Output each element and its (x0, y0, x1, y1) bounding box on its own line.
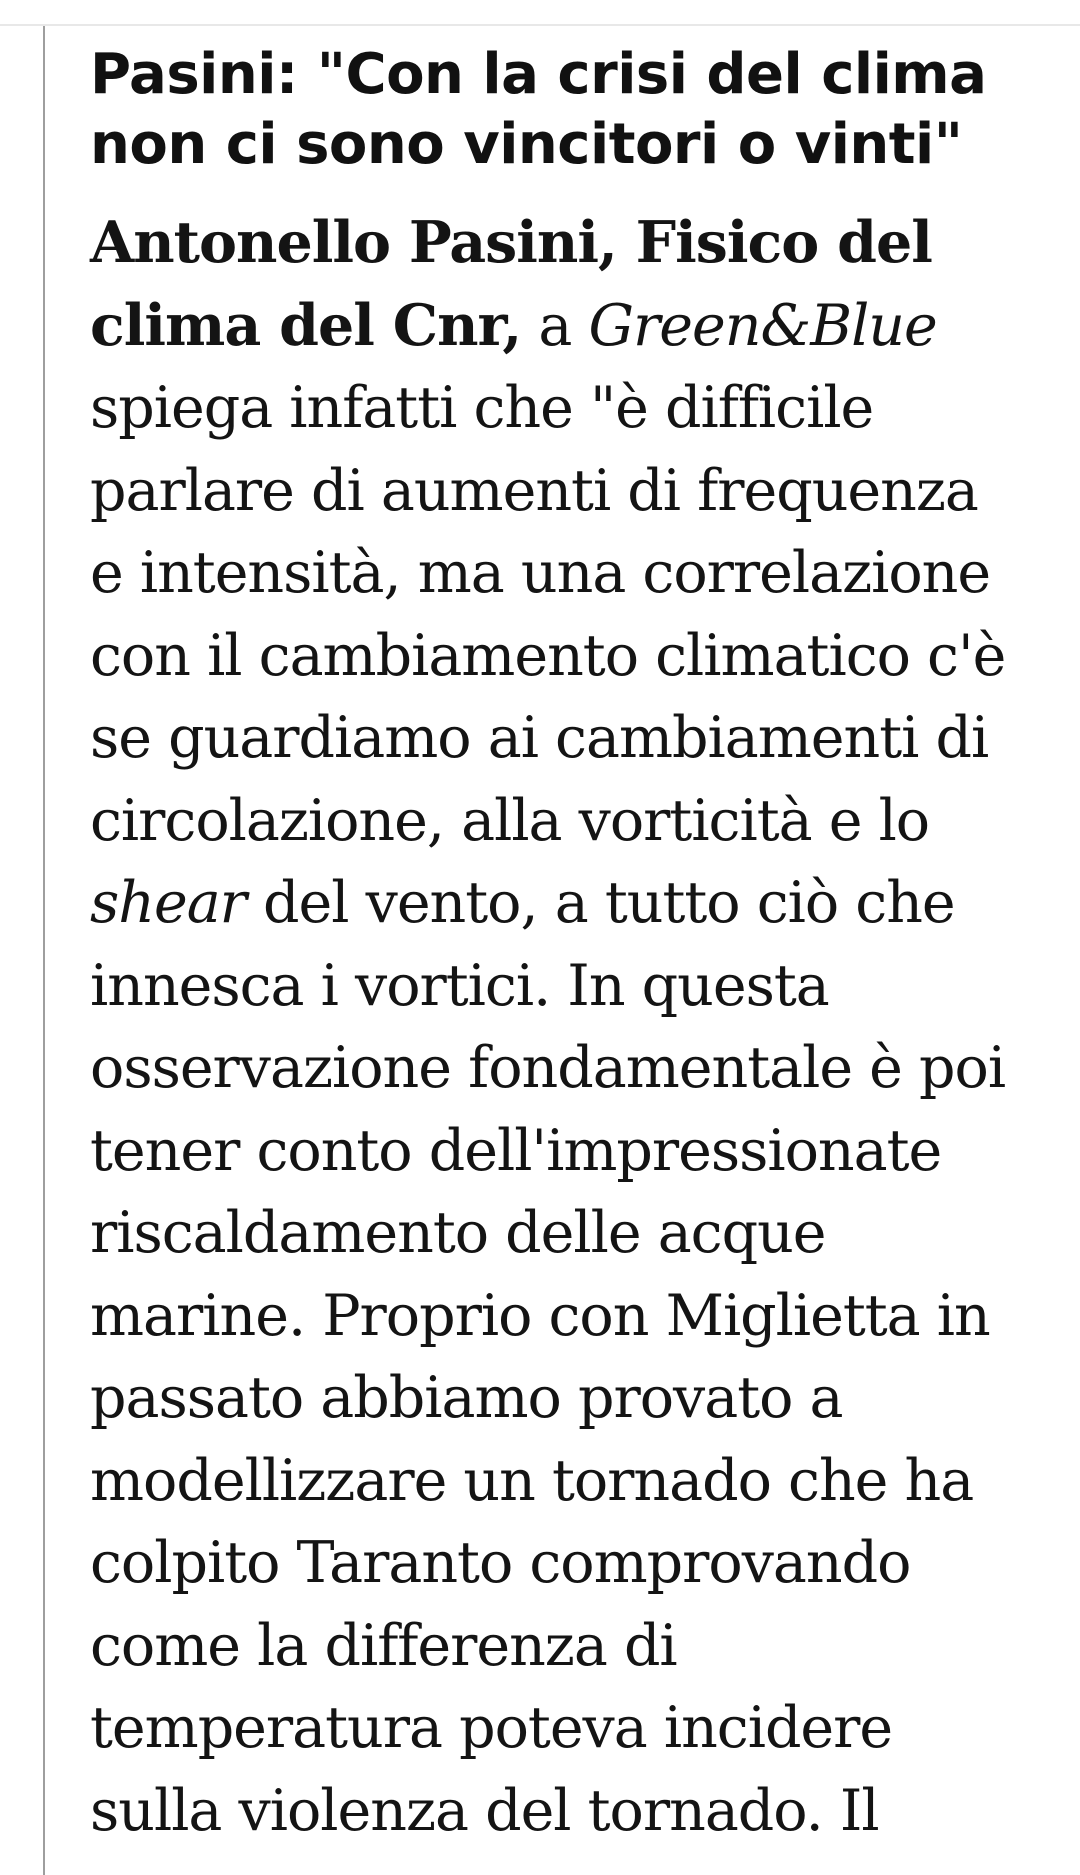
body-line-17: colpito Taranto comprovando (90, 1530, 911, 1596)
connector-text: a (521, 292, 589, 359)
article-body (90, 202, 1050, 1852)
publication-name: Green&Blue (588, 292, 937, 359)
body-line-3: spiega infatti che "è difficile (90, 375, 874, 441)
article-headline (90, 40, 1050, 180)
body-line-4: parlare di aumenti di frequenza (90, 457, 978, 524)
body-line-12: tener conto dell'impressionate (90, 1117, 942, 1184)
body-line-19: temperatura poteva incidere (90, 1695, 893, 1761)
body-line-1 (90, 202, 1050, 285)
body-line-15: passato abbiamo provato a (90, 1365, 843, 1431)
shear-term: shear (90, 870, 246, 936)
body-line-18: come la differenza di (90, 1612, 677, 1679)
headline-line-2: non ci sono vincitori o vinti" (90, 112, 963, 177)
article-content (90, 40, 1050, 1852)
quote-rule (43, 26, 45, 1875)
body-line-13: riscaldamento delle acque (90, 1200, 826, 1266)
speaker-affiliation: clima del Cnr, (90, 291, 522, 359)
shear-rest: del vento, a tutto ciò che (245, 870, 955, 936)
body-line-11: osservazione fondamentale è poi (90, 1035, 1006, 1101)
body-line-6: con il cambiamento climatico c'è (90, 622, 1006, 689)
body-line-5: e intensità, ma una correlazione (90, 540, 991, 606)
body-line-16: modellizzare un tornado che ha (90, 1447, 974, 1514)
body-line-20: sulla violenza del tornado. Il (90, 1777, 879, 1844)
body-line-9 (90, 862, 1050, 945)
body-line-10: innesca i vortici. In questa (90, 952, 829, 1019)
body-line-8: circolazione, alla vorticità e lo (90, 787, 930, 854)
body-line-14: marine. Proprio con Miglietta in (90, 1282, 990, 1349)
body-line-2 (90, 285, 1050, 368)
body-line-7: se guardiamo ai cambiamenti di (90, 705, 989, 771)
headline-line-1: Pasini: "Con la crisi del clima (90, 42, 987, 107)
speaker-name: Antonello Pasini, Fisico del (90, 209, 932, 276)
top-divider (0, 24, 1080, 26)
